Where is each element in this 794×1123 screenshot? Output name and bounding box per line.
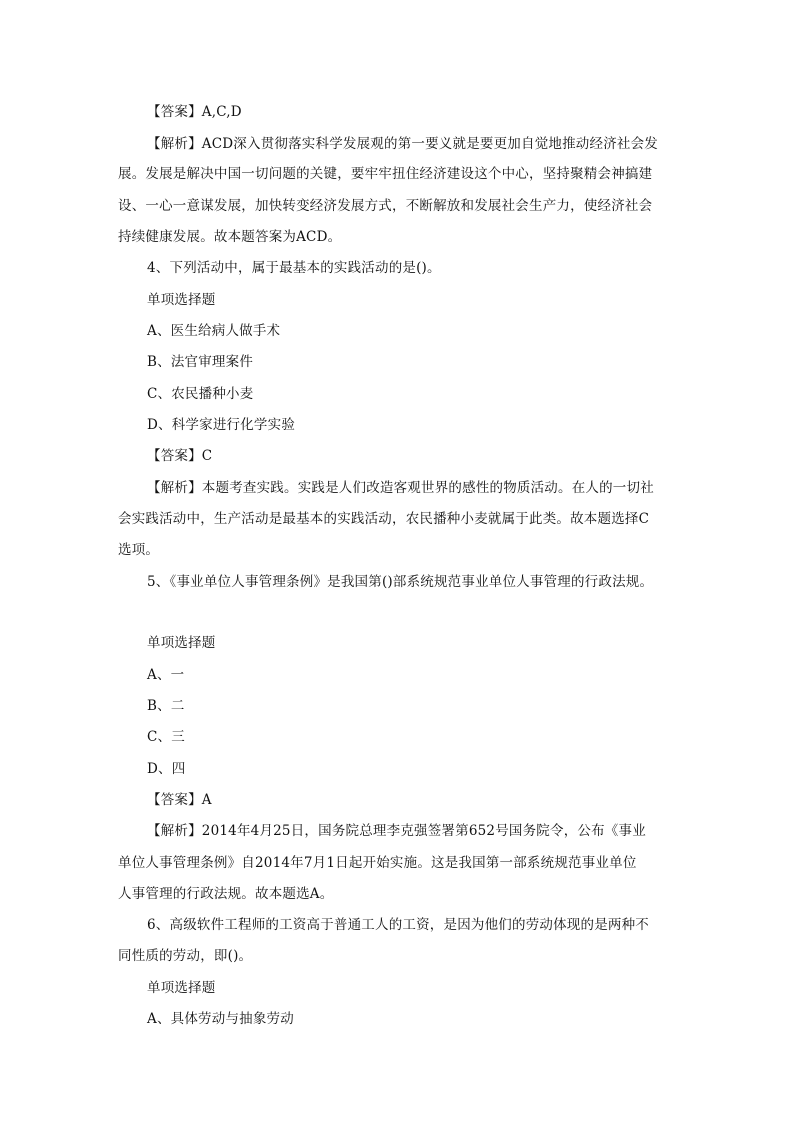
- analysis-line-q5-1: 【解析】2014年4月25日，国务院总理李克强签署第652号国务院令，公布《事业: [147, 823, 646, 839]
- option-c-q4: C、农民播种小麦: [147, 386, 254, 402]
- option-d-q4: D、科学家进行化学实验: [147, 417, 296, 433]
- question-6-line-1: 6、高级软件工程师的工资高于普通工人的工资，是因为他们的劳动体现的是两种不: [147, 917, 649, 933]
- option-a-q4: A、医生给病人做手术: [147, 323, 281, 339]
- answer-line-q3: 【答案】A,C,D: [147, 104, 242, 120]
- analysis-line-q4-1: 【解析】本题考查实践。实践是人们改造客观世界的感性的物质活动。在人的一切社: [147, 480, 654, 496]
- question-type-q5: 单项选择题: [147, 635, 216, 651]
- analysis-line-q4-2: 会实践活动中，生产活动是最基本的实践活动，农民播种小麦就属于此类。故本题选择C: [118, 511, 650, 527]
- answer-line-q5: 【答案】A: [147, 792, 212, 808]
- option-a-q6: A、具体劳动与抽象劳动: [147, 1011, 294, 1027]
- analysis-line-q4-3: 选项。: [118, 542, 160, 558]
- analysis-line-q3-2: 展。发展是解决中国一切问题的关键，要牢牢扭住经济建设这个中心，坚持聚精会神搞建: [118, 166, 653, 182]
- option-a-q5: A、一: [147, 667, 185, 683]
- analysis-line-q3-3: 设、一心一意谋发展，加快转变经济发展方式，不断解放和发展社会生产力，使经济社会: [118, 198, 653, 214]
- analysis-line-q3-4: 持续健康发展。故本题答案为ACD。: [118, 229, 342, 245]
- option-c-q5: C、三: [147, 729, 185, 745]
- question-6-line-2: 同性质的劳动，即()。: [118, 948, 253, 964]
- question-type-q4: 单项选择题: [147, 292, 216, 308]
- option-b-q5: B、二: [147, 698, 185, 714]
- option-b-q4: B、法官审理案件: [147, 354, 254, 370]
- option-d-q5: D、四: [147, 761, 186, 777]
- question-5: 5、《事业单位人事管理条例》是我国第()部系统规范事业单位人事管理的行政法规。: [147, 574, 654, 590]
- answer-line-q4: 【答案】C: [147, 448, 213, 464]
- question-4: 4、下列活动中，属于最基本的实践活动的是()。: [147, 260, 441, 276]
- analysis-line-q3-1: 【解析】ACD深入贯彻落实科学发展观的第一要义就是要更加自觉地推动经济社会发: [147, 136, 659, 152]
- analysis-line-q5-2: 单位人事管理条例》自2014年7月1日起开始实施。这是我国第一部系统规范事业单位: [118, 855, 637, 871]
- analysis-line-q5-3: 人事管理的行政法规。故本题选A。: [118, 886, 334, 902]
- question-type-q6: 单项选择题: [147, 980, 216, 996]
